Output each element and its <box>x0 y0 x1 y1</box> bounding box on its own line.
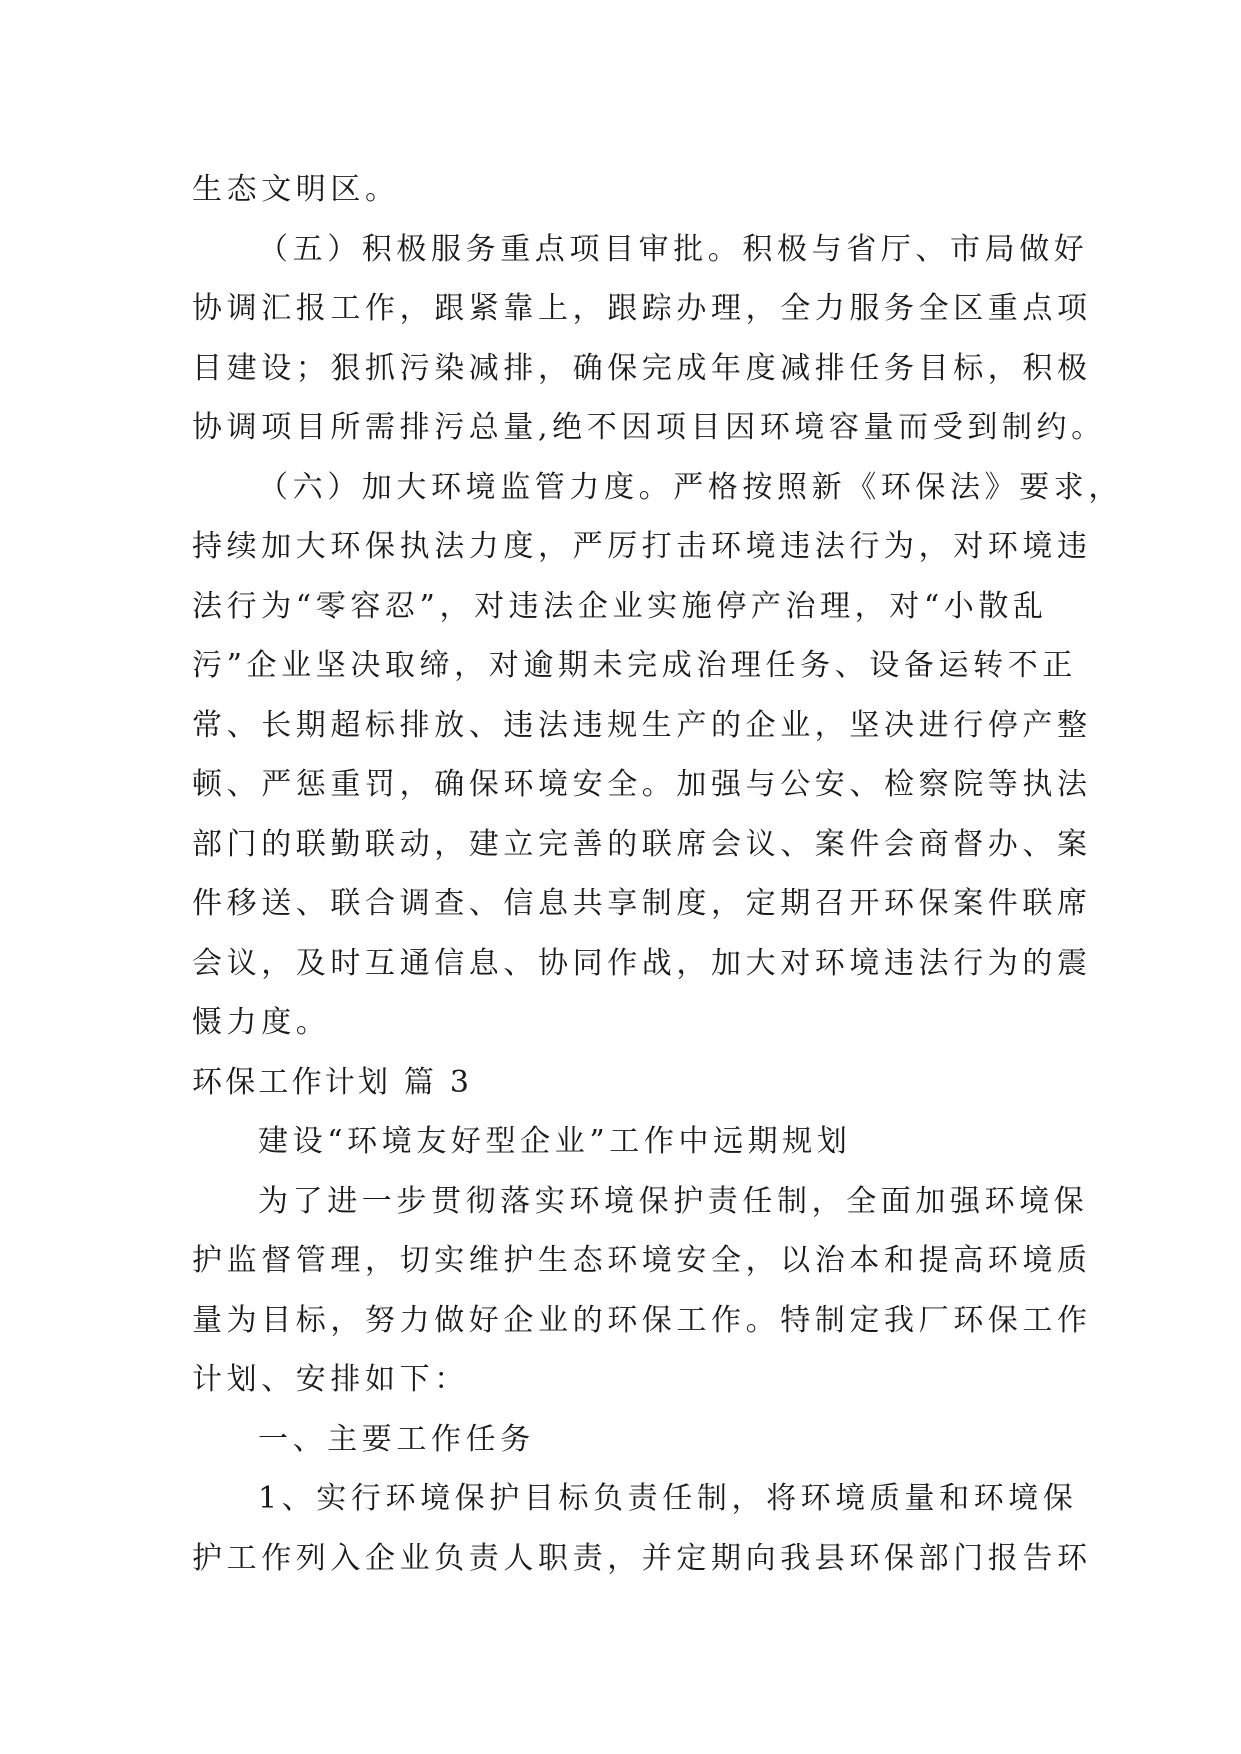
text-line: 部门的联勤联动，建立完善的联席会议、案件会商督办、案 <box>192 826 1092 862</box>
text-line: 协调汇报工作，跟紧靠上，跟踪办理，全力服务全区重点项 <box>192 291 1092 326</box>
text-line: 一、主要工作任务 <box>258 1421 535 1457</box>
text-line: （六）加大环境监管力度。严格按照新《环保法》要求， <box>258 469 1123 505</box>
text-line: 件移送、联合调查、信息共享制度，定期召开环保案件联席 <box>192 886 1092 921</box>
text-line: 法行为“零容忍”，对违法企业实施停产治理，对“小散乱 <box>192 588 1048 624</box>
text-line: 持续加大环保执法力度，严厉打击环境违法行为，对环境违 <box>192 529 1092 564</box>
text-line: 目建设；狠抓污染减排，确保完成年度减排任务目标，积极 <box>192 350 1092 386</box>
text-line: 会议，及时互通信息、协同作战，加大对环境违法行为的震 <box>192 945 1092 981</box>
text-line: （五）积极服务重点项目审批。积极与省厅、市局做好 <box>258 231 1089 267</box>
document-body <box>192 160 1123 1588</box>
text-line: 常、长期超标排放、违法违规生产的企业，坚决进行停产整 <box>192 707 1092 743</box>
text-line: 污”企业坚决取缔，对逾期未完成治理任务、设备运转不正 <box>192 648 1077 683</box>
text-line: 顿、严惩重罚，确保环境安全。加强与公安、检察院等执法 <box>192 767 1092 802</box>
text-line: 护监督管理，切实维护生态环境安全，以治本和提高环境质 <box>192 1243 1092 1278</box>
section-heading: 环保工作计划 篇 3 <box>192 1064 473 1100</box>
text-line: 建设“环境友好型企业”工作中远期规划 <box>258 1124 852 1159</box>
text-line: 1、实行环境保护目标负责任制，将环境质量和环境保 <box>258 1481 1078 1516</box>
text-line: 护工作列入企业负责人职责，并定期向我县环保部门报告环 <box>192 1540 1092 1576</box>
text-line: 为了进一步贯彻落实环境保护责任制，全面加强环境保 <box>258 1183 1089 1219</box>
text-line: 量为目标，努力做好企业的环保工作。特制定我厂环保工作 <box>192 1302 1092 1338</box>
text-line: 生态文明区。 <box>192 172 400 207</box>
text-line: 计划、安排如下： <box>192 1362 469 1397</box>
text-line: 慑力度。 <box>192 1005 331 1040</box>
text-line: 协调项目所需排污总量,绝不因项目因环境容量而受到制约。 <box>192 410 1106 445</box>
